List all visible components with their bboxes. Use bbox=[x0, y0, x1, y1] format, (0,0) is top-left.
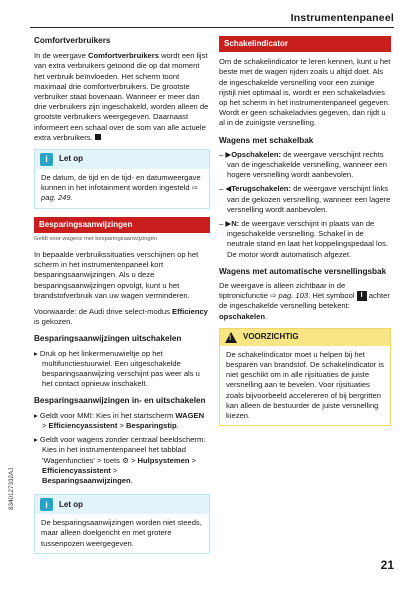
text-run: > bbox=[128, 455, 138, 465]
caution-body: De schakelindicator moet u helpen bij het besparen van brandstof. De schakelindicator is niet geschikt om in alle rijsituaties de juiste versnelling aan te bevelen. Voor rijsituaties zoals bijvoorbeeld accelereren of bij bergritten kan alleen de bestuurder de juiste versnelling kiezen. bbox=[226, 349, 384, 421]
text-run-bold: opschakelen bbox=[219, 311, 266, 321]
left-column bbox=[34, 36, 210, 562]
page-reference: pag. 103 bbox=[278, 291, 309, 301]
end-marker-icon bbox=[95, 134, 101, 140]
warning-icon: ! bbox=[225, 332, 237, 343]
text-run: de weergave verschijnt links van de gekozen versnelling, wanneer een lagere versnelling wordt aanbevolen. bbox=[227, 184, 391, 214]
text-run-bold: Comfortverbruikers bbox=[88, 51, 159, 61]
header-title: Instrumentenpaneel bbox=[290, 12, 394, 24]
upshift-symbol-icon: I bbox=[357, 291, 367, 301]
note-box bbox=[34, 494, 210, 554]
text-run: > bbox=[110, 465, 118, 475]
prerequisite-paragraph bbox=[34, 307, 210, 327]
note-header bbox=[35, 150, 209, 169]
caution-title: VOORZICHTIG bbox=[243, 332, 299, 342]
caution-box bbox=[219, 328, 391, 426]
action-step: ▸ Druk op het linkermenuwieltje op het multifunctiestuurwiel. Een uitgeschakelde besparingsaanwijzing verschijnt pas weer als u het contact opnieuw inschakelt. bbox=[34, 348, 200, 389]
info-icon: i bbox=[40, 498, 53, 511]
text-run: . bbox=[265, 311, 268, 321]
text-run: Druk op het linkermenuwieltje op het multifunctiestuurwiel. Een uitgeschakelde besparingsaanwijzing verschijnt pas weer als u het contact opnieuw inschakelt. bbox=[39, 348, 200, 389]
text-run: Voorwaarde: de Audi drive select-modus bbox=[34, 307, 173, 317]
text-run: De weergave is alleen zichtbaar in de tiptronicfunctie ⇨ bbox=[219, 281, 346, 301]
note-body bbox=[35, 169, 209, 208]
note-header bbox=[35, 495, 209, 514]
body-paragraph: Om de schakelindicator te leren kennen, kunt u het beste met de wagen rijden zoals u altijd doet. Als de ingeschakelde versnelling voor een zuinige rijstijl niet optimaal is, wordt er een schakeladvies op het scherm in het instrumentenpaneel gegeven. Wordt er geen schakeladvies gegeven, dan rijdt u al in de zuinigste versnelling. bbox=[219, 57, 391, 128]
text-run: In de weergave bbox=[34, 51, 89, 61]
text-run: De datum, de tijd en de tijd- en datumweergave kunnen in het infotainment worden ingesteld ⇨ bbox=[41, 173, 201, 193]
text-run: wordt een lijst van extra verbruikers getoond die op dat moment het verbruik beïnvloeden. Het scherm toont maximaal drie comfortverbruikers. De grootste verbruiker staat bovenaan. Wanneer er meer dan drie verbruikers zijn ingeschakeld, worden alleen de grootste verbruikers weergegeven. Daarnaast informeert een schaal over de som van alle actuele extra verbruikers. bbox=[34, 51, 209, 142]
term: Terugschakelen: bbox=[231, 184, 291, 194]
text-run: > bbox=[189, 455, 197, 465]
document-code: 8340127332AJ bbox=[8, 467, 15, 510]
header-rule bbox=[30, 27, 394, 28]
text-run: de weergave verschijnt rechts van de ingeschakelde versnelling, wanneer een hogere versnelling wordt aanbevolen. bbox=[227, 149, 387, 180]
action-step: ▸ Geldt voor MMI: Kies in het startscherm WAGEN > Efficiencyassistent > Besparingstip. bbox=[34, 410, 205, 430]
body-paragraph: In bepaalde verbruikssituaties verschijnen op het scherm in het instrumentenpaneel kort besparingsaanwijzingen. Als u deze besparingsaanwijzingen opvolgt, kunt u het brandstofverbruik van uw wagen verminderen. bbox=[34, 250, 199, 300]
subheading: Besparingsaanwijzingen in- en uitschakelen bbox=[34, 396, 206, 406]
body-paragraph bbox=[219, 281, 391, 322]
right-column bbox=[219, 36, 391, 426]
text-run: > bbox=[42, 420, 49, 430]
text-run: Geldt voor MMI: Kies in het startscherm bbox=[39, 410, 176, 420]
section-bar: Besparingsaanwijzingen bbox=[34, 217, 210, 233]
page-reference: pag. 249 bbox=[41, 193, 71, 203]
info-icon: i bbox=[40, 153, 53, 166]
menu-path: Efficiencyassistent bbox=[42, 465, 111, 475]
comfort-paragraph bbox=[34, 51, 210, 143]
note-body: De besparingsaanwijzingen worden niet steeds, maar alleen doelgericht en met grotere tussenpozen weergegeven. bbox=[41, 518, 202, 548]
note-title: Let op bbox=[59, 499, 83, 509]
text-run-bold: Efficiency bbox=[172, 307, 208, 317]
subheading: Wagens met automatische versnellingsbak bbox=[219, 266, 387, 276]
menu-path: Besparingstip bbox=[126, 420, 177, 430]
triangle-right-icon: ▶ bbox=[225, 149, 232, 159]
subheading: Wagens met schakelbak bbox=[219, 135, 314, 145]
text-run: achter de ingeschakelde versnelling betekent: bbox=[219, 291, 390, 311]
menu-path: Besparingsaanwijzingen bbox=[42, 475, 131, 485]
caution-header bbox=[220, 329, 390, 346]
text-run: . Het symbool bbox=[308, 291, 357, 301]
list-item: – ◀Terugschakelen: de weergave verschijnt links van de gekozen versnelling, wanneer een lagere versnelling wordt aanbevolen. bbox=[219, 184, 391, 214]
menu-path: Hulpsystemen bbox=[137, 455, 190, 465]
subheading: Besparingsaanwijzingen uitschakelen bbox=[34, 334, 182, 344]
note-box bbox=[34, 149, 210, 209]
text-run: . bbox=[70, 193, 73, 203]
section-bar: Schakelindicator bbox=[219, 36, 391, 52]
page-header bbox=[0, 0, 416, 30]
page-number: 21 bbox=[380, 558, 394, 572]
text-run: is gekozen. bbox=[34, 317, 73, 327]
list-item: – ▶N: de weergave verschijnt in plaats van de ingeschakelde versnelling. Schakel in de neutrale stand en laat het koppelingspedaal los. De motor wordt automatisch afgezet. bbox=[219, 219, 388, 259]
menu-path: WAGEN bbox=[175, 410, 205, 420]
list-item: – ▶Opschakelen: de weergave verschijnt rechts van de ingeschakelde versnelling, wanneer een hogere versnelling wordt aanbevolen. bbox=[219, 149, 387, 180]
gear-icon: ⚙ bbox=[122, 455, 129, 465]
text-run: Geldt voor wagens zonder centraal beeldscherm: Kies in het instrumentenpaneel het tabblad 'Wagenfuncties' > toets bbox=[39, 435, 206, 465]
action-step: ▸ Geldt voor wagens zonder centraal beeldscherm: Kies in het instrumentenpaneel het tabblad 'Wagenfuncties' > toets ⚙ > Hulpsystemen > Efficiencyassistent > Besparingsaanwijzingen. bbox=[34, 435, 206, 485]
term: N: bbox=[231, 219, 240, 229]
note-title: Let op bbox=[59, 154, 83, 164]
term: Opschakelen: bbox=[231, 149, 281, 159]
text-run: > bbox=[117, 420, 126, 430]
comfort-heading: Comfortverbruikers bbox=[34, 36, 111, 45]
triangle-left-icon: ◀ bbox=[225, 184, 232, 194]
text-run: de weergave verschijnt in plaats van de ingeschakelde versnelling. Schakel in de neutrale stand en laat het koppelingspedaal los. De motor wordt automatisch afgezet. bbox=[227, 219, 388, 259]
section-applicability: Geldt voor wagens met besparingsaanwijzingen bbox=[34, 235, 158, 242]
menu-path: Efficiencyassistent bbox=[48, 420, 118, 430]
triangle-right-icon: ▶ bbox=[225, 219, 232, 229]
